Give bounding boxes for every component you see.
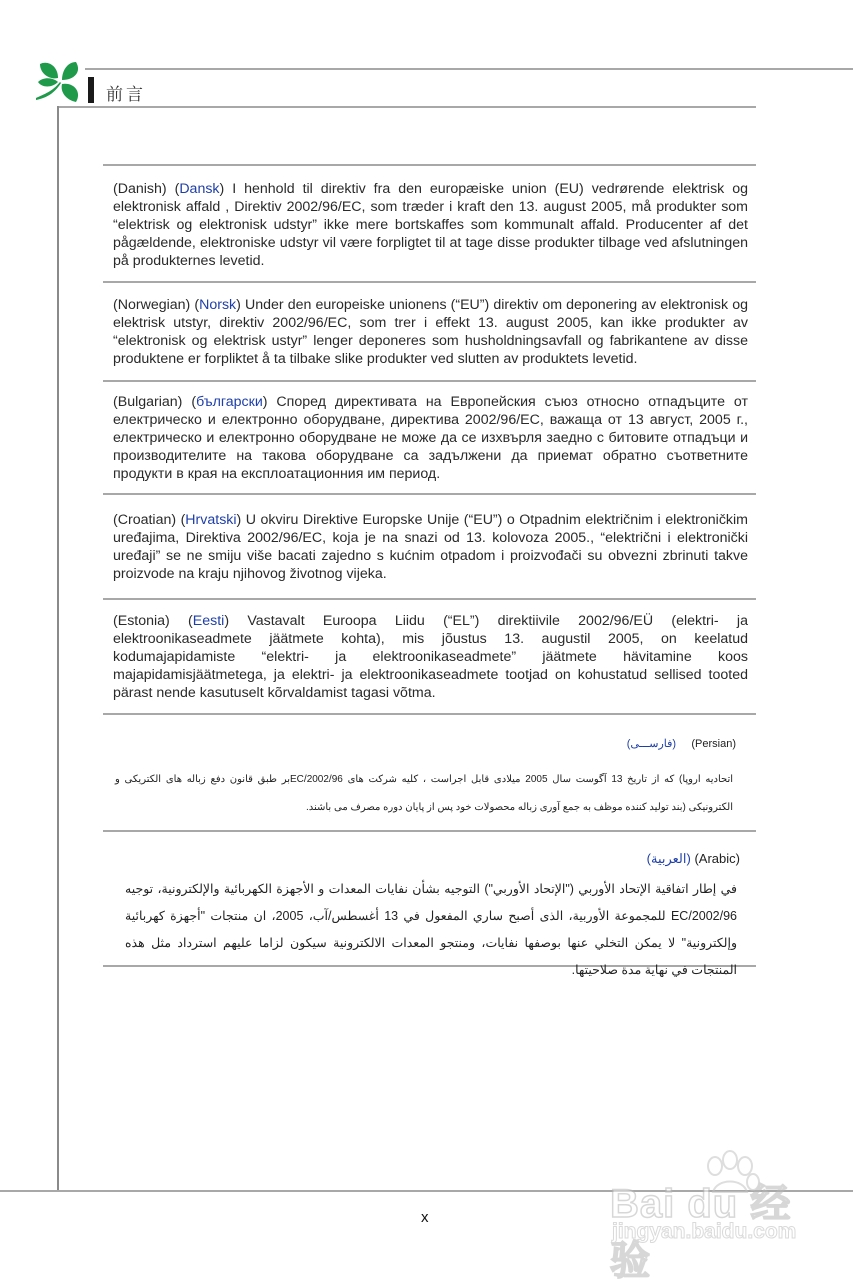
lang-label-native: (العربية)	[646, 851, 691, 866]
section-divider	[103, 713, 756, 715]
lang-label-native: български	[196, 394, 263, 410]
header-underline	[58, 106, 756, 108]
section-divider	[103, 281, 756, 283]
lang-label-en: (Norwegian)	[113, 297, 191, 313]
lang-label-en: (Croatian)	[113, 512, 177, 528]
section-divider	[103, 598, 756, 600]
section-divider	[103, 380, 756, 382]
lang-label-native: Dansk	[179, 181, 220, 197]
lang-label-native: Hrvatski	[185, 512, 237, 528]
section-danish: (Danish) (Dansk) I henhold til direktiv fra den europæiske union (EU) vedrørende elektrisk og elektronisk affald , Direktiv 2002/96/EC, som træder i kraft den 13. august 2005, må produkter som “elektrisk og elektronisk udstyr” ikke mere bortskaffes som kommunalt affald. Producenter af det pågældende, elektroniske udstyr vil være forpligtet til at tage disse produkter tilbage ved afslutningen på produkternes levetid.	[113, 181, 748, 269]
section-divider	[103, 164, 756, 166]
section-croatian: (Croatian) (Hrvatski) U okviru Direktive Europske Unije (“EU”) o Otpadnim električnim i elektroničkim uređajima, Direktiva 2002/96/EC, koja je na snazi od 13. kolovoza 2005., “električni i elektronički uređaji” se ne smiju više bacati zajedno s kućnim otpadom i proizvođači su obvezni zbrinuti takve proizvode na kraju njihovog životnog vijeka.	[113, 512, 748, 582]
page-title: 前言	[106, 85, 146, 105]
section-divider	[103, 830, 756, 832]
lang-label-native: Eesti	[192, 613, 225, 629]
section-text: Vastavalt Euroopa Liidu (“EL”) direktiivile 2002/96/EÜ (elektri- ja elektroonikaseadmete jäätmete kohta), mis jõustus 13. augustil 2005, on keelatud kodumajapidamiste “elektri- ja elektroonikaseadmete” jäätmete hävitamine koos majapidamisjäätmetega, ja elektri- ja elektroonikaseadmete tootjad on kohustatud sellised tooted pärast nende kasutuselt kõrvaldamist tagasi võtma.	[113, 613, 748, 701]
section-estonian: (Estonia) (Eesti) Vastavalt Euroopa Liidu (“EL”) direktiivile 2002/96/EÜ (elektri- ja elektroonikaseadmete jäätmete kohta), mis jõustus 13. augustil 2005, on keelatud kodumajapidamiste “elektri- ja elektroonikaseadmete” jäätmete hävitamine koos majapidamisjäätmetega, ja elektri- ja elektroonikaseadmete tootjad on kohustatud sellised tooted pärast nende kasutuselt kõrvaldamist tagasi võtma.	[113, 613, 748, 701]
section-text: I henhold til direktiv fra den europæiske union (EU) vedrørende elektrisk og elektronisk affald , Direktiv 2002/96/EC, som træder i kraft den 13. august 2005, må produkter som “elektrisk og elektronisk udstyr” ikke mere bortskaffes som kommunalt affald. Producenter af det pågældende, elektroniske udstyr vil være forpligtet til at tage disse produkter tilbage ved afslutningen på produkternes levetid.	[113, 181, 748, 269]
lang-label-en: (Estonia)	[113, 613, 170, 629]
lang-label-en: (Danish)	[113, 181, 167, 197]
section-text: U okviru Direktive Europske Unije (“EU”) o Otpadnim električnim i elektroničkim uređajima, Direktiva 2002/96/EC, koja je na snazi od 13. kolovoza 2005., “električni i elektronički uređaji” se ne smiju više bacati zajedno s kućnim otpadom i proizvođači su obvezni zbrinuti takve proizvode na kraju njihovog životnog vijeka.	[113, 512, 748, 582]
baidu-watermark	[600, 1150, 830, 1283]
header-rule	[85, 68, 853, 70]
section-text: Under den europeiske unionens (“EU”) direktiv om deponering av elektronisk og elektrisk utstyr, direktiv 2002/96/EC, som trer i effekt 13. august 2005, kan ikke produkter av “elektronisk og elektrisk ustyr” lenger deponeres som husholdningsavfall og fabrikantene av disse produktene er forpliktet å ta tilbake slike produkter ved slutten av produktets levetid.	[113, 297, 748, 367]
lang-label-en: (Arabic)	[694, 851, 740, 866]
watermark-url: jingyan.baidu.com	[612, 1220, 797, 1243]
arabic-heading	[500, 851, 740, 867]
page-left-border	[57, 106, 59, 1192]
section-norwegian: (Norwegian) (Norsk) Under den europeiske unionens (“EU”) direktiv om deponering av elektronisk og elektrisk utstyr, direktiv 2002/96/EC, som trer i effekt 13. august 2005, kan ikke produkter av “elektronisk og elektrisk ustyr” lenger deponeres som husholdningsavfall og fabrikantene av disse produktene er forpliktet å ta tilbake slike produkter ved slutten av produktets levetid.	[113, 297, 748, 367]
lang-label-native: (فارســـی)	[626, 738, 677, 750]
lang-label-native: Norsk	[199, 297, 237, 313]
lang-label-en: (Persian)	[691, 738, 736, 750]
page-number: x	[421, 1209, 429, 1226]
persian-text: اتحادیه اروپا) که از تاریخ 13 آگوست سال 2005 میلادی قابل اجراست ، کلیه شرکت های 2002/96/ECبر طبق قانون دفع زباله های الکتریکی و الکترونیکی (بند تولید کننده موظف به جمع آوری زباله محصولات خود پس از پایان دوره مصرف می باشند.	[115, 774, 734, 813]
arabic-text: في إطار اتفاقية الإتحاد الأوربي ("الإتحاد الأوربي") التوجيه بشأن نفايات المعدات و الأجهزة الكهربائية والإلكترونية، توجيه 2002/96/EC للمجموعة الأوربية، الذى أصبح ساري المفعول في 13 أغسطس/آب، 2005، ان منتجات "أجهزة كهربائية وإلكترونية" لا يمكن التخلي عنها بوصفها نفايات، ومنتجو المعدات الالكترونية سيكون لزاما عليهم استرداد مثل هذه المنتجات في نهاية مدة صلاحيتها.	[125, 882, 737, 977]
clover-logo-icon	[34, 60, 84, 104]
section-text: Според директивата на Европейския съюз относно отпадъците от електрическо и електронно оборудване, директива 2002/96/EC, важаща от 13 август, 2005 г., електрическо и електронно оборудване не може да се изхвърля заедно с битовите отпадъци и производителите на такова оборудване са задължени да приемат обратно съответните продукти в края на експлоатационния им период.	[113, 394, 748, 482]
header-accent-bar	[88, 77, 94, 103]
watermark-brand: Bai du 经验	[610, 1182, 792, 1283]
lang-label-en: (Bulgarian)	[113, 394, 183, 410]
persian-heading	[500, 737, 736, 750]
section-bulgarian: (Bulgarian) (български) Според директивата на Европейския съюз относно отпадъците от електрическо и електронно оборудване, директива 2002/96/EC, важаща от 13 август, 2005 г., електрическо и електронно оборудване не може да се изхвърля заедно с битовите отпадъци и производителите на такова оборудване са задължени да приемат обратно съответните продукти в края на експлоатационния им период.	[113, 394, 748, 482]
section-divider	[103, 493, 756, 495]
